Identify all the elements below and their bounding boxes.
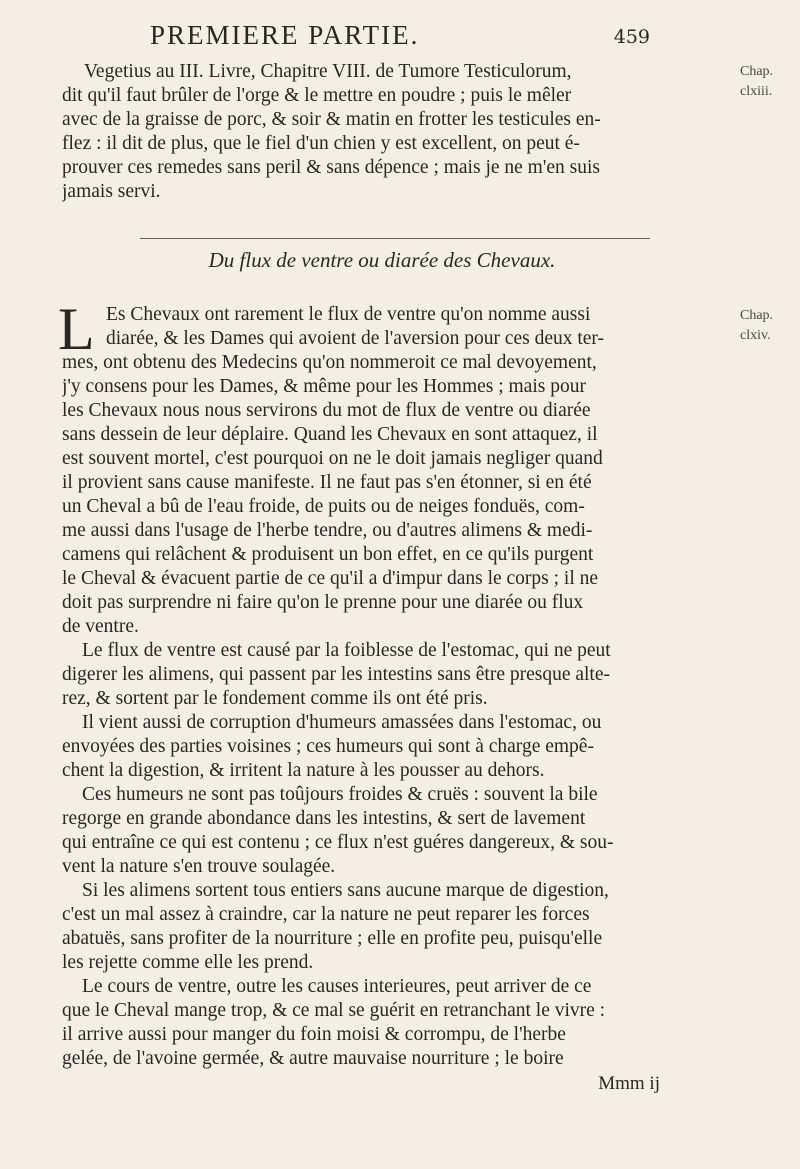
section-divider [140, 238, 650, 239]
margin-note-chap-clxiv [740, 306, 796, 346]
margin-note-line: Chap. [740, 64, 774, 79]
main-text [62, 303, 702, 1071]
text-line: avec de la graisse de porc, & soir & matin en frotter les testicules en- [62, 109, 601, 130]
text-line: le Cheval & évacuent partie de ce qu'il a d'impur dans le corps ; il ne [62, 568, 599, 589]
text-line: envoyées des parties voisines ; ces humeurs qui sont à charge empê- [62, 736, 594, 757]
page-number: 459 [613, 26, 650, 48]
margin-note-line: clxiii. [740, 84, 773, 99]
text-line: vent la nature s'en trouve soulagée. [62, 856, 336, 877]
text-line: qui entraîne ce qui est contenu ; ce flux n'est guéres dangereux, & sou- [62, 832, 614, 853]
text-line: Le cours de ventre, outre les causes interieures, peut arriver de ce [82, 976, 592, 997]
text-line: sans dessein de leur déplaire. Quand les Chevaux en sont attaquez, il [62, 424, 598, 445]
text-line: Vegetius au III. Livre, Chapitre VIII. de Tumore Testiculorum, [84, 61, 572, 82]
text-line: j'y consens pour les Dames, & même pour les Hommes ; mais pour [62, 376, 586, 397]
text-line: Si les alimens sortent tous entiers sans aucune marque de digestion, [82, 880, 609, 901]
text-line: diarée, & les Dames qui avoient de l'aversion pour ces deux ter- [106, 328, 605, 349]
running-head [150, 20, 650, 50]
text-line: regorge en grande abondance dans les intestins, & sert de lavement [62, 808, 586, 829]
text-line: un Cheval a bû de l'eau froide, de puits ou de neiges fonduës, com- [62, 496, 585, 517]
text-line: il provient sans cause manifeste. Il ne faut pas s'en étonner, si en été [62, 472, 592, 493]
text-line: Ces humeurs ne sont pas toûjours froides & cruës : souvent la bile [82, 784, 598, 805]
text-line: doit pas surprendre ni faire qu'on le prenne pour une diarée ou flux [62, 592, 584, 613]
text-line: les rejette comme elle les prend. [62, 952, 314, 973]
text-line: Es Chevaux ont rarement le flux de ventre qu'on nomme aussi [106, 304, 591, 325]
text-line: les Chevaux nous nous servirons du mot de flux de ventre ou diarée [62, 400, 591, 421]
text-line: flez : il dit de plus, que le fiel d'un chien y est excellent, on peut é- [62, 133, 580, 154]
text-line: Le flux de ventre est causé par la foiblesse de l'estomac, qui ne peut [82, 640, 611, 661]
text-line: me aussi dans l'usage de l'herbe tendre, ou d'autres alimens & medi- [62, 520, 593, 541]
running-title: PREMIERE PARTIE. [150, 20, 420, 50]
text-line: jamais servi. [62, 181, 161, 202]
text-line: prouver ces remedes sans peril & sans dépence ; mais je ne m'en suis [62, 157, 600, 178]
text-line: que le Cheval mange trop, & ce mal se guérit en retranchant le vivre : [62, 1000, 606, 1021]
text-line: est souvent mortel, c'est pourquoi on ne le doit jamais negliger quand [62, 448, 603, 469]
text-line: chent la digestion, & irritent la nature à les pousser au dehors. [62, 760, 545, 781]
text-line: camens qui relâchent & produisent un bon effet, en ce qu'ils purgent [62, 544, 594, 565]
text-line: c'est un mal assez à craindre, car la nature ne peut reparer les forces [62, 904, 590, 925]
text-line: rez, & sortent par le fondement comme ils ont été pris. [62, 688, 488, 709]
text-line: mes, ont obtenu des Medecins qu'on nommeroit ce mal devoyement, [62, 352, 597, 373]
text-line: il arrive aussi pour manger du foin moisi & corrompu, de l'herbe [62, 1024, 566, 1045]
margin-note-line: clxiv. [740, 328, 771, 343]
text-line: abatuës, sans profiter de la nourriture ; elle en profite peu, puisqu'elle [62, 928, 603, 949]
signature-mark: Mmm ij [598, 1073, 660, 1094]
text-line: dit qu'il faut brûler de l'orge & le mettre en poudre ; puis le mêler [62, 85, 572, 106]
margin-note-line: Chap. [740, 308, 774, 323]
text-line: digerer les alimens, qui passent par les intestins sans être presque alte- [62, 664, 610, 685]
text-line: Il vient aussi de corruption d'humeurs amassées dans l'estomac, ou [82, 712, 602, 733]
text-line: gelée, de l'avoine germée, & autre mauvaise nourriture ; le boire [62, 1048, 564, 1069]
margin-note-chap-clxiii [740, 62, 796, 102]
drop-cap: L [58, 296, 95, 362]
top-paragraph [62, 60, 702, 204]
text-line: de ventre. [62, 616, 139, 637]
section-title: Du flux de ventre ou diarée des Chevaux. [208, 248, 556, 272]
